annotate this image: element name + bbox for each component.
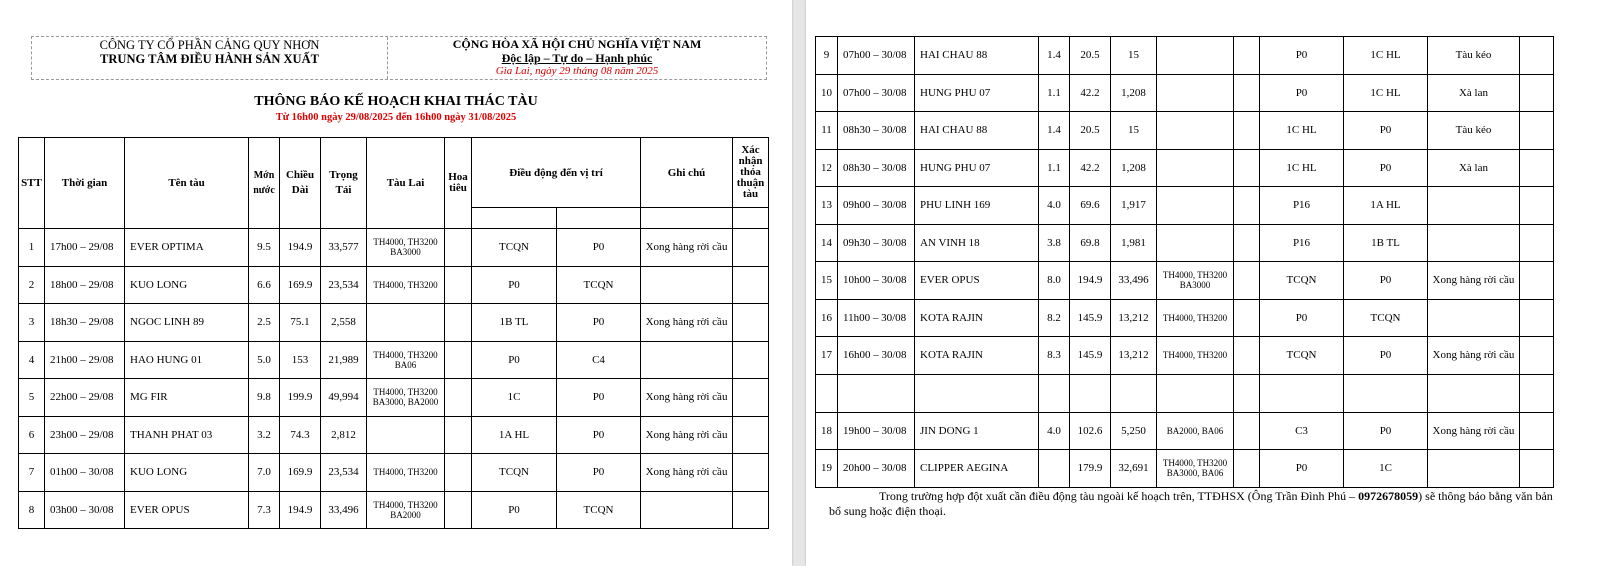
cell-length: 69.6 — [1070, 187, 1111, 225]
cell-stt: 4 — [19, 341, 45, 379]
cell-time: 22h00 – 29/08 — [45, 379, 125, 417]
cell-draft: 5.0 — [249, 341, 280, 379]
cell-pilot — [1234, 337, 1260, 375]
cell-length: 69.8 — [1070, 224, 1111, 262]
cell-to: 1C — [1344, 450, 1428, 488]
cell-note: Xong hàng rời cầu — [641, 416, 733, 454]
table-row — [816, 149, 1554, 187]
cell-ship: KOTA RAJIN — [915, 299, 1039, 337]
cell-note: Tàu kéo — [1428, 37, 1520, 75]
cell-from: TCQN — [1260, 337, 1344, 375]
cell-ship: JIN DONG 1 — [915, 412, 1039, 450]
cell-confirm — [1520, 112, 1554, 150]
col-move-from — [472, 208, 557, 229]
cell-time: 20h00 – 30/08 — [838, 450, 915, 488]
cell-from: P0 — [472, 491, 557, 529]
cell-pilot — [1234, 224, 1260, 262]
cell-pilot — [445, 416, 472, 454]
cell-length: 194.9 — [1070, 262, 1111, 300]
cell-pilot — [445, 454, 472, 492]
cell-ship: CLIPPER AEGINA — [915, 450, 1039, 488]
cell-pilot — [445, 266, 472, 304]
document-subtitle: Từ 16h00 ngày 29/08/2025 đến 16h00 ngày 31/08/2025 — [275, 112, 517, 123]
cell-ship: NGOC LINH 89 — [125, 304, 249, 342]
cell-to: 1B TL — [1344, 224, 1428, 262]
table-row — [816, 187, 1554, 225]
document-page-1 — [0, 0, 792, 566]
cell-ship: EVER OPUS — [915, 262, 1039, 300]
cell-tonnage: 13,212 — [1111, 337, 1157, 375]
cell-to: P0 — [1344, 112, 1428, 150]
cell-time: 16h00 – 30/08 — [838, 337, 915, 375]
cell-tonnage: 2,558 — [321, 304, 367, 342]
table-row — [816, 224, 1554, 262]
cell-stt: 13 — [816, 187, 838, 225]
col-confirm-sub — [733, 208, 769, 229]
cell-tonnage: 21,989 — [321, 341, 367, 379]
col-move-to — [557, 208, 641, 229]
cell-note — [641, 491, 733, 529]
cell-draft: 8.0 — [1039, 262, 1070, 300]
cell-from: P0 — [1260, 299, 1344, 337]
cell-note: Xong hàng rời cầu — [1428, 337, 1520, 375]
cell-tug — [1157, 374, 1234, 412]
cell-stt: 16 — [816, 299, 838, 337]
cell-length: 199.9 — [280, 379, 321, 417]
cell-from: TCQN — [1260, 262, 1344, 300]
cell-tonnage: 23,534 — [321, 266, 367, 304]
cell-from: 1C HL — [1260, 149, 1344, 187]
cell-confirm — [733, 454, 769, 492]
cell-time: 08h30 – 30/08 — [838, 149, 915, 187]
cell-to: P0 — [557, 416, 641, 454]
cell-length: 75.1 — [280, 304, 321, 342]
cell-confirm — [1520, 337, 1554, 375]
cell-from — [1260, 374, 1344, 412]
cell-length — [1070, 374, 1111, 412]
table-row — [19, 266, 769, 304]
cell-from: 1C — [472, 379, 557, 417]
cell-time: 01h00 – 30/08 — [45, 454, 125, 492]
cell-time: 17h00 – 29/08 — [45, 229, 125, 267]
cell-pilot — [1234, 412, 1260, 450]
cell-stt: 1 — [19, 229, 45, 267]
cell-stt: 14 — [816, 224, 838, 262]
cell-tonnage: 33,577 — [321, 229, 367, 267]
cell-confirm — [1520, 187, 1554, 225]
cell-confirm — [733, 266, 769, 304]
cell-to: 1A HL — [1344, 187, 1428, 225]
table-row — [816, 262, 1554, 300]
cell-to — [1344, 374, 1428, 412]
cell-confirm — [1520, 374, 1554, 412]
cell-draft: 6.6 — [249, 266, 280, 304]
cell-time: 07h00 – 30/08 — [838, 37, 915, 75]
table-row — [19, 416, 769, 454]
cell-note — [1428, 187, 1520, 225]
cell-ship: THANH PHAT 03 — [125, 416, 249, 454]
company-name: CÔNG TY CỔ PHẦN CẢNG QUY NHƠN — [99, 38, 320, 52]
table-row — [19, 229, 769, 267]
cell-ship: EVER OPTIMA — [125, 229, 249, 267]
letterhead-right — [388, 38, 766, 79]
cell-from: P16 — [1260, 187, 1344, 225]
cell-draft — [1039, 450, 1070, 488]
cell-tug — [1157, 224, 1234, 262]
cell-length: 20.5 — [1070, 112, 1111, 150]
cell-tug: TH4000, TH3200 — [367, 454, 445, 492]
cell-tug: TH4000, TH3200 BA3000 — [367, 229, 445, 267]
cell-ship: KUO LONG — [125, 266, 249, 304]
cell-pilot — [1234, 262, 1260, 300]
table-2-body — [816, 37, 1554, 488]
cell-length: 42.2 — [1070, 74, 1111, 112]
cell-pilot — [1234, 450, 1260, 488]
col-note: Ghi chú — [641, 138, 733, 208]
cell-time: 09h30 – 30/08 — [838, 224, 915, 262]
cell-length: 194.9 — [280, 491, 321, 529]
col-tug: Tàu Lai — [367, 138, 445, 229]
cell-time: 07h00 – 30/08 — [838, 74, 915, 112]
cell-tonnage: 23,534 — [321, 454, 367, 492]
cell-pilot — [445, 341, 472, 379]
cell-to: P0 — [1344, 262, 1428, 300]
cell-tonnage: 1,917 — [1111, 187, 1157, 225]
cell-draft: 9.8 — [249, 379, 280, 417]
cell-tonnage: 49,994 — [321, 379, 367, 417]
footnote — [829, 489, 1559, 519]
cell-tug — [1157, 74, 1234, 112]
cell-confirm — [1520, 412, 1554, 450]
cell-stt: 7 — [19, 454, 45, 492]
cell-confirm — [733, 379, 769, 417]
cell-stt: 15 — [816, 262, 838, 300]
cell-to: P0 — [557, 304, 641, 342]
cell-tug — [1157, 149, 1234, 187]
cell-draft: 9.5 — [249, 229, 280, 267]
col-confirm: Xác nhận thỏa thuận tàu — [733, 138, 769, 208]
cell-to: 1C HL — [1344, 74, 1428, 112]
cell-confirm — [733, 341, 769, 379]
cell-draft: 4.0 — [1039, 412, 1070, 450]
cell-note — [1428, 450, 1520, 488]
cell-from: P0 — [1260, 74, 1344, 112]
table-row — [19, 379, 769, 417]
cell-to: P0 — [1344, 337, 1428, 375]
cell-from: P0 — [1260, 450, 1344, 488]
cell-tug — [367, 304, 445, 342]
cell-tug — [1157, 187, 1234, 225]
col-note-sub — [641, 208, 733, 229]
cell-draft: 3.2 — [249, 416, 280, 454]
cell-from: 1C HL — [1260, 112, 1344, 150]
cell-ship: HUNG PHU 07 — [915, 149, 1039, 187]
cell-time: 21h00 – 29/08 — [45, 341, 125, 379]
cell-stt: 11 — [816, 112, 838, 150]
cell-tug — [367, 416, 445, 454]
cell-pilot — [1234, 112, 1260, 150]
cell-draft: 7.0 — [249, 454, 280, 492]
cell-draft: 1.4 — [1039, 112, 1070, 150]
document-date: Gia Lai, ngày 29 tháng 08 năm 2025 — [495, 65, 659, 77]
cell-ship: PHU LINH 169 — [915, 187, 1039, 225]
cell-to: TCQN — [557, 266, 641, 304]
table-row — [816, 112, 1554, 150]
cell-from: 1A HL — [472, 416, 557, 454]
table-row — [816, 74, 1554, 112]
table-1-body — [19, 229, 769, 529]
table-row — [19, 491, 769, 529]
cell-stt: 8 — [19, 491, 45, 529]
cell-confirm — [733, 416, 769, 454]
cell-stt: 17 — [816, 337, 838, 375]
cell-stt: 10 — [816, 74, 838, 112]
cell-from: P16 — [1260, 224, 1344, 262]
cell-to: P0 — [557, 454, 641, 492]
cell-from: TCQN — [472, 229, 557, 267]
footnote-phone: 0972678059 — [1358, 489, 1419, 503]
cell-stt: 18 — [816, 412, 838, 450]
cell-stt: 5 — [19, 379, 45, 417]
cell-to: TCQN — [1344, 299, 1428, 337]
cell-tonnage: 33,496 — [1111, 262, 1157, 300]
cell-ship: EVER OPUS — [125, 491, 249, 529]
cell-note: Xong hàng rời cầu — [641, 229, 733, 267]
cell-confirm — [1520, 450, 1554, 488]
cell-tonnage: 1,981 — [1111, 224, 1157, 262]
cell-time: 19h00 – 30/08 — [838, 412, 915, 450]
cell-pilot — [445, 304, 472, 342]
cell-to: TCQN — [557, 491, 641, 529]
cell-ship — [915, 374, 1039, 412]
cell-time: 10h00 – 30/08 — [838, 262, 915, 300]
cell-confirm — [1520, 224, 1554, 262]
cell-ship: HUNG PHU 07 — [915, 74, 1039, 112]
cell-pilot — [1234, 374, 1260, 412]
cell-ship: AN VINH 18 — [915, 224, 1039, 262]
cell-confirm — [733, 491, 769, 529]
cell-tug: BA2000, BA06 — [1157, 412, 1234, 450]
cell-confirm — [1520, 149, 1554, 187]
cell-ship: MG FIR — [125, 379, 249, 417]
cell-draft — [1039, 374, 1070, 412]
cell-confirm — [1520, 299, 1554, 337]
cell-draft: 1.1 — [1039, 74, 1070, 112]
table-row — [19, 304, 769, 342]
table-row — [816, 374, 1554, 412]
cell-from: P0 — [472, 266, 557, 304]
cell-pilot — [445, 229, 472, 267]
cell-draft: 8.3 — [1039, 337, 1070, 375]
cell-time: 09h00 – 30/08 — [838, 187, 915, 225]
cell-tug: TH4000, TH3200 BA06 — [367, 341, 445, 379]
cell-note: Xong hàng rời cầu — [1428, 262, 1520, 300]
cell-note — [641, 266, 733, 304]
cell-length: 102.6 — [1070, 412, 1111, 450]
cell-note: Xà lan — [1428, 74, 1520, 112]
cell-length: 169.9 — [280, 454, 321, 492]
cell-note: Xong hàng rời cầu — [1428, 412, 1520, 450]
table-row — [816, 412, 1554, 450]
cell-tonnage: 32,691 — [1111, 450, 1157, 488]
cell-stt: 9 — [816, 37, 838, 75]
cell-from: P0 — [1260, 37, 1344, 75]
cell-ship: KUO LONG — [125, 454, 249, 492]
cell-time: 18h30 – 29/08 — [45, 304, 125, 342]
cell-to: P0 — [1344, 149, 1428, 187]
cell-pilot — [445, 491, 472, 529]
cell-length: 20.5 — [1070, 37, 1111, 75]
national-title: CỘNG HÒA XÃ HỘI CHỦ NGHĨA VIỆT NAM — [452, 37, 702, 51]
cell-time: 03h00 – 30/08 — [45, 491, 125, 529]
col-pilot: Hoa tiêu — [445, 138, 472, 229]
cell-stt: 19 — [816, 450, 838, 488]
ship-plan-table-2 — [815, 36, 1554, 488]
cell-tug: TH4000, TH3200 BA3000 — [1157, 262, 1234, 300]
cell-length: 145.9 — [1070, 337, 1111, 375]
cell-to: 1C HL — [1344, 37, 1428, 75]
cell-pilot — [1234, 187, 1260, 225]
table-row — [19, 454, 769, 492]
cell-tonnage: 15 — [1111, 112, 1157, 150]
cell-to: C4 — [557, 341, 641, 379]
cell-tonnage: 1,208 — [1111, 149, 1157, 187]
cell-tonnage — [1111, 374, 1157, 412]
cell-note: Xong hàng rời cầu — [641, 454, 733, 492]
cell-pilot — [445, 379, 472, 417]
cell-draft: 1.1 — [1039, 149, 1070, 187]
cell-draft: 7.3 — [249, 491, 280, 529]
cell-note: Xong hàng rời cầu — [641, 304, 733, 342]
letterhead-left — [32, 38, 387, 66]
cell-confirm — [733, 229, 769, 267]
cell-confirm — [1520, 37, 1554, 75]
cell-confirm — [1520, 262, 1554, 300]
cell-to: P0 — [557, 229, 641, 267]
cell-note — [1428, 299, 1520, 337]
cell-tug: TH4000, TH3200 — [367, 266, 445, 304]
col-ship: Tên tàu — [125, 138, 249, 229]
cell-length: 145.9 — [1070, 299, 1111, 337]
cell-tonnage: 13,212 — [1111, 299, 1157, 337]
cell-length: 74.3 — [280, 416, 321, 454]
national-motto: Độc lập – Tự do – Hạnh phúc — [501, 50, 653, 65]
cell-time: 23h00 – 29/08 — [45, 416, 125, 454]
footnote-text-2: ) sẽ thông báo bằng văn bản bổ sung hoặc điện thoại. — [829, 489, 1553, 518]
col-stt: STT — [19, 138, 45, 229]
cell-tonnage: 1,208 — [1111, 74, 1157, 112]
cell-tonnage: 5,250 — [1111, 412, 1157, 450]
cell-draft: 1.4 — [1039, 37, 1070, 75]
cell-stt: 2 — [19, 266, 45, 304]
department-name: TRUNG TÂM ĐIỀU HÀNH SẢN XUẤT — [100, 52, 319, 66]
cell-draft: 3.8 — [1039, 224, 1070, 262]
col-length: Chiều Dài — [280, 138, 321, 229]
document-title: THÔNG BÁO KẾ HOẠCH KHAI THÁC TÀU — [254, 94, 538, 109]
cell-stt: 12 — [816, 149, 838, 187]
cell-tug: TH4000, TH3200 BA2000 — [367, 491, 445, 529]
table-row — [816, 337, 1554, 375]
cell-tug — [1157, 112, 1234, 150]
cell-pilot — [1234, 37, 1260, 75]
cell-time — [838, 374, 915, 412]
cell-time: 08h30 – 30/08 — [838, 112, 915, 150]
cell-pilot — [1234, 74, 1260, 112]
cell-stt: 6 — [19, 416, 45, 454]
letterhead — [31, 36, 767, 80]
cell-draft: 2.5 — [249, 304, 280, 342]
cell-draft: 8.2 — [1039, 299, 1070, 337]
cell-length: 179.9 — [1070, 450, 1111, 488]
cell-from: P0 — [472, 341, 557, 379]
table-row — [816, 37, 1554, 75]
col-time: Thời gian — [45, 138, 125, 229]
cell-confirm — [1520, 74, 1554, 112]
cell-stt: 3 — [19, 304, 45, 342]
cell-from: TCQN — [472, 454, 557, 492]
cell-tug — [1157, 37, 1234, 75]
cell-pilot — [1234, 299, 1260, 337]
table-row — [19, 341, 769, 379]
cell-draft: 4.0 — [1039, 187, 1070, 225]
cell-tug: TH4000, TH3200 — [1157, 299, 1234, 337]
cell-pilot — [1234, 149, 1260, 187]
cell-note: Tàu kéo — [1428, 112, 1520, 150]
cell-length: 153 — [280, 341, 321, 379]
cell-note: Xà lan — [1428, 149, 1520, 187]
col-tonnage: Trọng Tải — [321, 138, 367, 229]
cell-ship: HAI CHAU 88 — [915, 112, 1039, 150]
ship-plan-table-1 — [18, 137, 769, 529]
cell-tug: TH4000, TH3200 BA3000, BA06 — [1157, 450, 1234, 488]
footnote-text-1: Trong trường hợp đột xuất cần điều động tàu ngoài kế hoạch trên, TTĐHSX (Ông Trần Đình Phú – — [879, 489, 1359, 503]
cell-ship: KOTA RAJIN — [915, 337, 1039, 375]
cell-note — [641, 341, 733, 379]
cell-length: 194.9 — [280, 229, 321, 267]
cell-tonnage: 2,812 — [321, 416, 367, 454]
cell-note: Xong hàng rời cầu — [641, 379, 733, 417]
table-row — [816, 450, 1554, 488]
cell-tonnage: 15 — [1111, 37, 1157, 75]
cell-confirm — [733, 304, 769, 342]
cell-to: P0 — [557, 379, 641, 417]
col-draft: Mớn nước — [249, 138, 280, 229]
cell-time: 11h00 – 30/08 — [838, 299, 915, 337]
cell-from: C3 — [1260, 412, 1344, 450]
table-row — [816, 299, 1554, 337]
cell-tonnage: 33,496 — [321, 491, 367, 529]
cell-time: 18h00 – 29/08 — [45, 266, 125, 304]
col-move: Điều động đến vị trí — [472, 138, 641, 208]
cell-length: 42.2 — [1070, 149, 1111, 187]
cell-tug: TH4000, TH3200 — [1157, 337, 1234, 375]
cell-to: P0 — [1344, 412, 1428, 450]
cell-ship: HAO HUNG 01 — [125, 341, 249, 379]
cell-stt — [816, 374, 838, 412]
cell-ship: HAI CHAU 88 — [915, 37, 1039, 75]
cell-note — [1428, 224, 1520, 262]
cell-tug: TH4000, TH3200 BA3000, BA2000 — [367, 379, 445, 417]
cell-length: 169.9 — [280, 266, 321, 304]
cell-note — [1428, 374, 1520, 412]
cell-from: 1B TL — [472, 304, 557, 342]
